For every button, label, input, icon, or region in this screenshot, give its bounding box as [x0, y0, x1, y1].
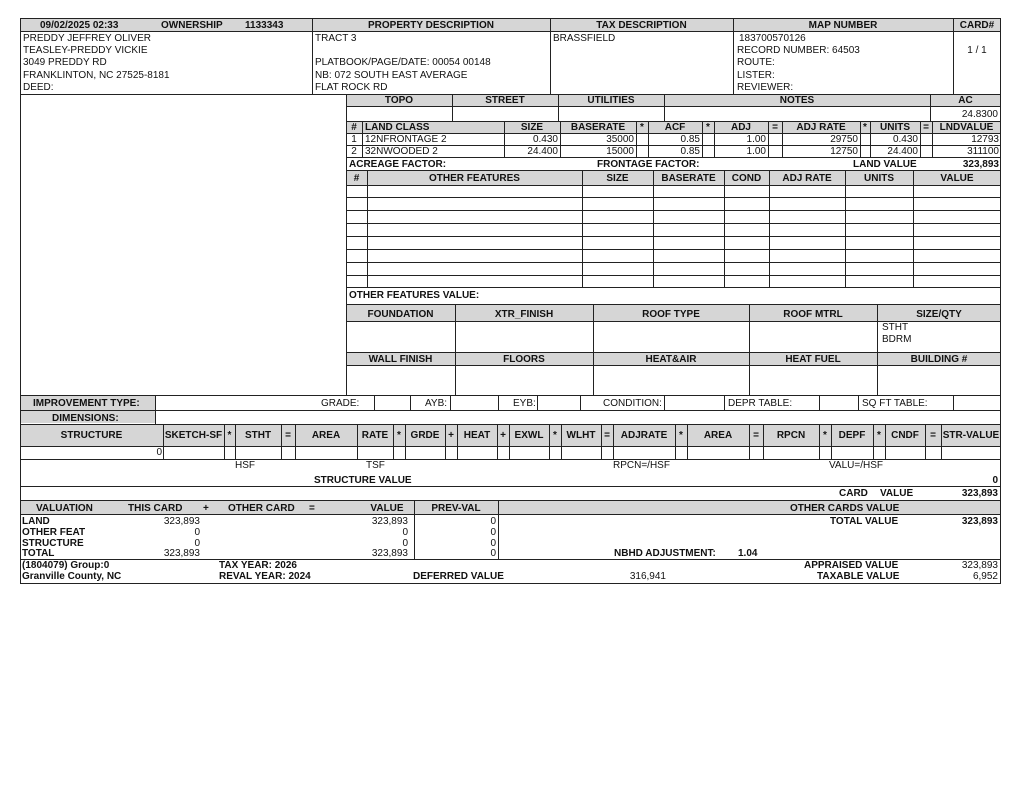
land-col-adjrate: ADJ RATE	[796, 122, 846, 133]
structure-col-star-4: *	[679, 430, 683, 441]
ac-header: AC	[958, 95, 973, 106]
this-card-header: THIS CARD	[128, 503, 183, 514]
county: Granville County, NC	[22, 571, 122, 582]
structure-col-eq-2: =	[604, 430, 610, 441]
property-neighborhood: NB: 072 SOUTH EAST AVERAGE	[315, 70, 468, 81]
property-line-1: TRACT 3	[315, 33, 357, 44]
structure-col-cndf: CNDF	[891, 430, 919, 441]
total-value: 323,893	[961, 516, 998, 527]
structure-col-eq-1: =	[285, 430, 291, 441]
structure-col-adjrate: ADJRATE	[620, 430, 668, 441]
structure-col-structure: STRUCTURE	[60, 430, 123, 441]
card-number: 1 / 1	[967, 45, 987, 56]
land-row-1-adjrate: 29750	[830, 134, 858, 145]
valuation-header: VALUATION	[36, 503, 93, 514]
ac-value: 24.8300	[961, 109, 998, 120]
card-total-value: 323,893	[961, 488, 998, 499]
land-row-1-baserate: 35000	[606, 134, 634, 145]
bdrm-label: BDRM	[882, 334, 912, 345]
structure-col-wlht: WLHT	[566, 430, 596, 441]
card-value-label-2: VALUE	[880, 488, 914, 499]
land-col-adj: ADJ	[730, 122, 751, 133]
tax-line-1: BRASSFIELD	[553, 33, 616, 44]
valuation-total-this-card: 323,893	[163, 548, 200, 559]
building-num-header: BUILDING #	[910, 354, 968, 365]
valu-hsf-label: VALU=/HSF	[829, 460, 883, 471]
land-col-lndvalue: LNDVALUE	[939, 122, 994, 133]
deferred-value: 316,941	[629, 571, 666, 582]
land-col-acf: ACF	[664, 122, 686, 133]
xtr-finish-header: XTR_FINISH	[494, 309, 554, 320]
land-col-size: SIZE	[520, 122, 544, 133]
structure-col-area-1: AREA	[311, 430, 341, 441]
owner-line-4: FRANKLINTON, NC 27525-8181	[23, 70, 170, 81]
heat-fuel-header: HEAT FUEL	[785, 354, 841, 365]
property-platbook: PLATBOOK/PAGE/DATE: 00054 00148	[315, 57, 491, 68]
owner-deed: DEED:	[23, 82, 54, 93]
structure-value: 0	[992, 475, 998, 486]
features-col-title: OTHER FEATURES	[429, 173, 520, 184]
structure-col-exwl: EXWL	[514, 430, 544, 441]
prev-val-header: PREV-VAL	[431, 503, 481, 514]
land-row-1-class: 12NFRONTAGE 2	[365, 134, 447, 145]
other-cards-value-header: OTHER CARDS VALUE	[790, 503, 900, 514]
land-row-2-num: 2	[351, 146, 357, 157]
heat-air-header: HEAT&AIR	[645, 354, 697, 365]
structure-value-label: STRUCTURE VALUE	[314, 475, 412, 486]
land-row-1-units: 0.430	[892, 134, 918, 145]
structure-col-rpcn: RPCN	[776, 430, 806, 441]
route: ROUTE:	[737, 57, 775, 68]
header-ownership-number: 1133343	[245, 20, 284, 31]
value-header: VALUE	[370, 503, 404, 514]
valuation-row-other-feat: OTHER FEAT	[22, 527, 86, 538]
improvement-type-label: IMPROVEMENT TYPE:	[33, 398, 140, 409]
structure-col-area-2: AREA	[703, 430, 733, 441]
land-row-2-adjrate: 12750	[830, 146, 858, 157]
valuation-other-feat-this-card: 0	[194, 527, 200, 538]
eq-header: =	[309, 503, 315, 514]
topo-header: TOPO	[384, 95, 414, 106]
land-col-star2: *	[706, 122, 710, 133]
hsf-label: HSF	[235, 460, 255, 471]
reval-year: REVAL YEAR: 2024	[219, 571, 311, 582]
valuation-row-land: LAND	[22, 516, 50, 527]
roof-mtrl-header: ROOF MTRL	[783, 309, 843, 320]
header-map-number: MAP NUMBER	[808, 20, 878, 31]
valuation-row-structure: STRUCTURE	[22, 538, 84, 549]
valuation-land-prev: 0	[490, 516, 496, 527]
land-row-2-adj: 1.00	[746, 146, 766, 157]
structure-col-depf: DEPF	[838, 430, 866, 441]
land-row-1-lndvalue: 12793	[971, 134, 999, 145]
other-features-value-label: OTHER FEATURES VALUE:	[349, 290, 480, 301]
features-col-size: SIZE	[606, 173, 629, 184]
stht-label: STHT	[882, 322, 909, 333]
land-row-2-baserate: 15000	[606, 146, 634, 157]
foundation-header: FOUNDATION	[367, 309, 434, 320]
land-col-eq: =	[772, 122, 778, 133]
header-property-description: PROPERTY DESCRIPTION	[368, 20, 494, 31]
land-row-2-acf: 0.85	[680, 146, 700, 157]
structure-col-eq-4: =	[930, 430, 936, 441]
valuation-land-this-card: 323,893	[163, 516, 200, 527]
land-row-2-units: 24.400	[887, 146, 918, 157]
group-id: (1804079) Group:0	[22, 560, 110, 571]
owner-line-1: PREDDY JEFFREY OLIVER	[23, 33, 151, 44]
header-datetime: 09/02/2025 02:33	[40, 20, 119, 31]
structure-col-rate: RATE	[361, 430, 389, 441]
tax-year: TAX YEAR: 2026	[219, 560, 297, 571]
rpcn-hsf-label: RPCN=/HSF	[613, 460, 670, 471]
valuation-other-feat-prev: 0	[490, 527, 496, 538]
valuation-structure-value: 0	[402, 538, 408, 549]
appraised-value: 323,893	[961, 560, 998, 571]
valuation-total-prev: 0	[490, 548, 496, 559]
features-col-value: VALUE	[940, 173, 974, 184]
other-card-header: OTHER CARD	[228, 503, 295, 514]
sqft-table-label: SQ FT TABLE:	[862, 398, 928, 409]
structure-col-eq-3: =	[753, 430, 759, 441]
roof-type-header: ROOF TYPE	[642, 309, 700, 320]
nbhd-adjustment-value: 1.04	[738, 548, 758, 559]
structure-col-plus-2: +	[500, 430, 506, 441]
land-col-num: #	[351, 122, 357, 133]
tsf-label: TSF	[366, 460, 385, 471]
structure-col-sketch-sf: SKETCH-SF	[164, 430, 223, 441]
size-qty-header: SIZE/QTY	[916, 309, 962, 320]
header-card: CARD#	[959, 20, 995, 31]
features-col-num: #	[353, 173, 360, 184]
land-col-baserate: BASERATE	[570, 122, 626, 133]
structure-col-stht: STHT	[244, 430, 272, 441]
ayb-label: AYB:	[425, 398, 448, 409]
structure-col-star-1: *	[227, 430, 232, 441]
structure-col-star-3: *	[553, 430, 557, 441]
appraised-value-label: APPRAISED VALUE	[804, 560, 899, 571]
features-col-baserate: BASERATE	[661, 173, 716, 184]
valuation-total-value: 323,893	[371, 548, 408, 559]
structure-col-star-5: *	[823, 430, 827, 441]
land-row-1-adj: 1.00	[746, 134, 766, 145]
structure-col-str-value: STR-VALUE	[942, 430, 1000, 441]
land-value-label: LAND VALUE	[853, 159, 917, 170]
structure-col-heat: HEAT	[463, 430, 491, 441]
deferred-value-label: DEFERRED VALUE	[413, 571, 504, 582]
structure-col-plus-1: +	[448, 430, 454, 441]
depr-table-label: DEPR TABLE:	[728, 398, 793, 409]
land-col-units: UNITS	[880, 122, 910, 133]
valuation-structure-prev: 0	[490, 538, 496, 549]
nbhd-adjustment-label: NBHD ADJUSTMENT:	[614, 548, 716, 559]
lister: LISTER:	[737, 70, 775, 81]
land-value: 323,893	[962, 159, 999, 170]
valuation-other-feat-value: 0	[402, 527, 408, 538]
land-row-1-size: 0.430	[532, 134, 558, 145]
land-row-2-class: 32NWOODED 2	[365, 146, 438, 157]
header-tax-description: TAX DESCRIPTION	[596, 20, 687, 31]
features-col-cond: COND	[731, 173, 762, 184]
total-value-label: TOTAL VALUE	[830, 516, 899, 527]
land-row-2-lndvalue: 311100	[967, 146, 999, 157]
land-row-1-num: 1	[351, 134, 357, 145]
structure-col-grde: GRDE	[410, 430, 440, 441]
land-col-eq2: =	[923, 122, 929, 133]
structure-col-star-6: *	[877, 430, 881, 441]
record-number: RECORD NUMBER: 64503	[737, 45, 860, 56]
dimensions-label: DIMENSIONS:	[52, 413, 119, 424]
grade-label: GRADE:	[321, 398, 360, 409]
land-col-class: LAND CLASS	[365, 122, 430, 133]
owner-line-2: TEASLEY-PREDDY VICKIE	[23, 45, 148, 56]
street-header: STREET	[485, 95, 525, 106]
valuation-row-total: TOTAL	[22, 548, 55, 559]
land-row-2-size: 24.400	[527, 146, 558, 157]
structure-col-star-2: *	[397, 430, 401, 441]
acreage-factor: ACREAGE FACTOR:	[349, 159, 447, 170]
notes-header: NOTES	[779, 95, 815, 106]
wall-finish-header: WALL FINISH	[368, 354, 433, 365]
land-row-1-acf: 0.85	[680, 134, 700, 145]
property-road: FLAT ROCK RD	[315, 82, 388, 93]
header-ownership-label: OWNERSHIP	[161, 20, 223, 31]
features-col-adjrate: ADJ RATE	[782, 173, 832, 184]
plus-header: +	[203, 503, 209, 514]
floors-header: FLOORS	[503, 354, 545, 365]
condition-label: CONDITION:	[603, 398, 662, 409]
frontage-factor: FRONTAGE FACTOR:	[597, 159, 700, 170]
taxable-value-label: TAXABLE VALUE	[817, 571, 900, 582]
sketch-sf-value: 0	[156, 447, 162, 458]
owner-line-3: 3049 PREDDY RD	[23, 57, 107, 68]
utilities-header: UTILITIES	[587, 95, 635, 106]
valuation-structure-this-card: 0	[194, 538, 200, 549]
land-col-star1: *	[640, 122, 644, 133]
map-number-value: 183700570126	[739, 33, 806, 44]
taxable-value: 6,952	[972, 571, 998, 582]
reviewer: REVIEWER:	[737, 82, 794, 93]
card-value-label-1: CARD	[839, 488, 868, 499]
land-col-star3: *	[863, 122, 867, 133]
features-col-units: UNITS	[864, 173, 894, 184]
valuation-land-value: 323,893	[371, 516, 408, 527]
eyb-label: EYB:	[513, 398, 536, 409]
